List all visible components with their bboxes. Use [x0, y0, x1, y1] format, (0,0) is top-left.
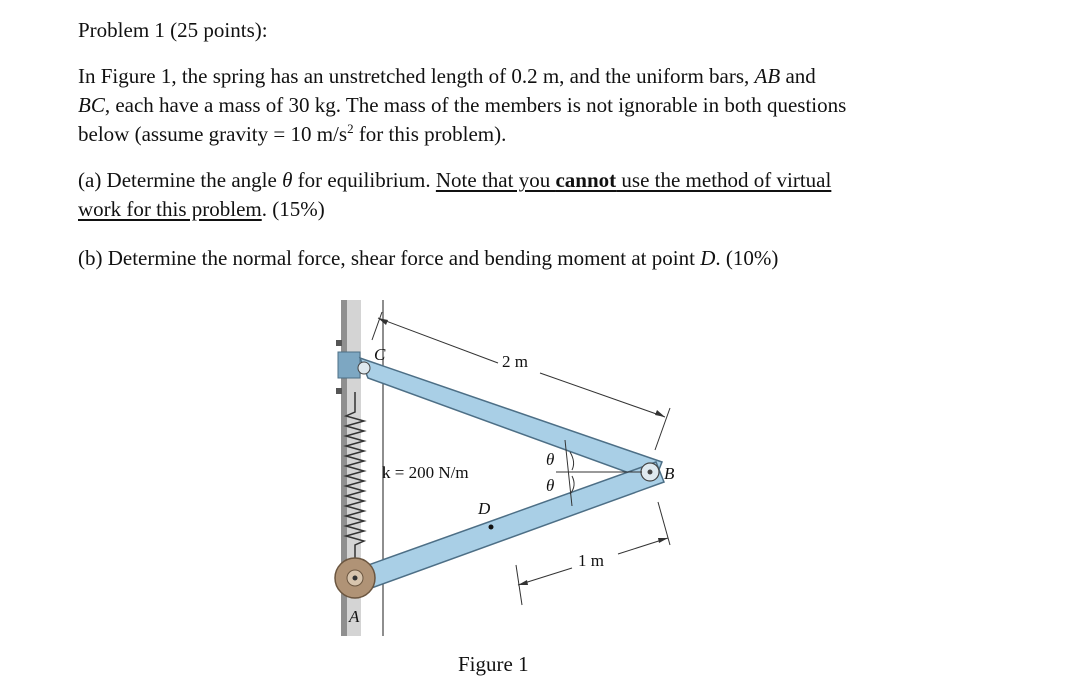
intro-text-1: In Figure 1, the spring has an unstretched length of 0.2 m, and the uniform bars,: [78, 64, 755, 88]
pin-b-center: [648, 470, 653, 475]
exponent: 2: [347, 121, 354, 136]
point-d-figure-label: D: [478, 499, 491, 518]
bar-bc-label: BC: [78, 93, 105, 117]
question-a: [78, 166, 938, 224]
theta-symbol: θ: [282, 168, 293, 192]
point-a-label: A: [349, 607, 360, 626]
point-c-label: C: [374, 345, 386, 364]
note-text-1: Note that you: [435, 168, 556, 192]
theta-bottom-label: θ: [546, 476, 555, 495]
figure-caption: Figure 1: [458, 652, 529, 676]
question-a-middle: for equilibrium.: [292, 168, 436, 192]
problem-statement: [78, 62, 938, 149]
point-b-label: B: [664, 464, 675, 483]
question-b-prefix: (b) Determine the normal force, shear force and bending moment at point: [78, 246, 701, 270]
dim-line-2m-left: [378, 318, 498, 363]
note-text-3: work for this problem: [78, 197, 262, 221]
bracket-c: [338, 352, 360, 378]
pin-c: [358, 362, 370, 374]
pulley-axle: [353, 576, 358, 581]
intro-text-2: and: [780, 64, 816, 88]
spring-constant-label: k = 200 N/m: [382, 463, 469, 482]
arrow-2m-right: [655, 410, 665, 417]
dim-line-2m-right: [540, 373, 665, 417]
question-b: [78, 244, 938, 273]
note-bold-cannot: cannot: [555, 168, 617, 192]
ext-line-c: [372, 312, 382, 340]
intro-text-3: , each have a mass of 30 kg. The mass of the members is not ignorable in both questions: [104, 93, 847, 117]
note-text-2: use the method of virtual: [616, 168, 832, 192]
question-a-prefix: (a) Determine the angle: [78, 168, 283, 192]
bar-ab-label: AB: [754, 64, 781, 88]
point-d-label: D: [700, 246, 716, 270]
angle-arc-top: [570, 452, 574, 470]
problem-title: Problem 1 (25 points):: [78, 18, 268, 42]
bolt-bottom: [336, 388, 342, 394]
question-b-suffix: . (10%): [715, 246, 779, 270]
dim-2m-label: 2 m: [502, 352, 528, 371]
arrow-1m-right: [658, 538, 668, 543]
point-d-marker: [489, 525, 494, 530]
intro-text-5: for this problem).: [353, 122, 507, 146]
question-a-suffix: . (15%): [261, 197, 325, 221]
arrow-1m-left: [518, 580, 528, 585]
theta-top-label: θ: [546, 450, 555, 469]
intro-text-4: below (assume gravity = 10 m/s: [78, 122, 348, 146]
dim-1m-label: 1 m: [578, 551, 604, 570]
bolt-top: [336, 340, 342, 346]
figure-1-diagram: [300, 296, 720, 636]
